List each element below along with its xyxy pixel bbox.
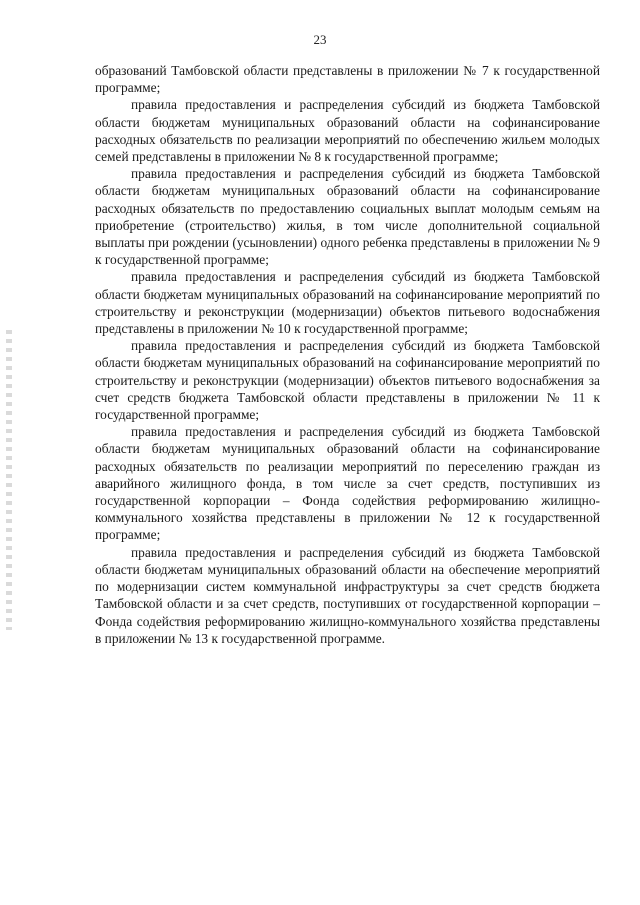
document-body (95, 62, 600, 647)
page-number: 23 (313, 32, 327, 47)
paragraph-appendix-11: правила предоставления и распределения субсидий из бюджета Тамбовской области бюджетам муниципальных образований на софинансирование мероприятий по строительству и реконструкции (модернизации) объектов питьевого водоснабжения за счет средств бюджета Тамбовской области представлены в приложении № 11 к государственной программе; (95, 338, 600, 423)
paragraph-appendix-8: правила предоставления и распределения субсидий из бюджета Тамбовской области бюджетам муниципальных образований области на софинансирование расходных обязательств по реализации мероприятий по обеспечению жильем молодых семей представлены в приложении № 8 к государственной программе; (95, 97, 600, 165)
paragraph-appendix-9: правила предоставления и распределения субсидий из бюджета Тамбовской области бюджетам муниципальных образований области на софинансирование расходных обязательств по предоставлению социальных выплат молодым семьям на приобретение (строительство) жилья, в том числе дополнительной социальной выплаты при рождении (усыновлении) одного ребенка представлены в приложении № 9 к государственной программе; (95, 166, 600, 268)
margin-scan-mark (6, 330, 12, 630)
paragraph-continuation: образований Тамбовской области представлены в приложении № 7 к государственной программе; (95, 63, 600, 96)
paragraph-appendix-10: правила предоставления и распределения субсидий из бюджета Тамбовской области бюджетам муниципальных образований на софинансирование мероприятий по строительству и реконструкции (модернизации) объектов питьевого водоснабжения представлены в приложении № 10 к государственной программе; (95, 269, 600, 337)
paragraph-appendix-13: правила предоставления и распределения субсидий из бюджета Тамбовской области бюджетам муниципальных образований области на обеспечение мероприятий по модернизации систем коммунальной инфраструктуры за счет средств бюджета Тамбовской области и за счет средств, поступивших от государственной корпорации – Фонда содействия реформированию жилищно-коммунального хозяйства представлены в приложении № 13 к государственной программе. (95, 544, 600, 646)
paragraph-appendix-12: правила предоставления и распределения субсидий из бюджета Тамбовской области бюджетам муниципальных образований области на софинансирование расходных обязательств по реализации мероприятий по переселению граждан из аварийного жилищного фонда, в том числе за счет средств, поступивших из государственной корпорации – Фонда содействия реформированию жилищно-коммунального хозяйства представлены в приложении № 12 к государственной программе; (95, 424, 600, 543)
